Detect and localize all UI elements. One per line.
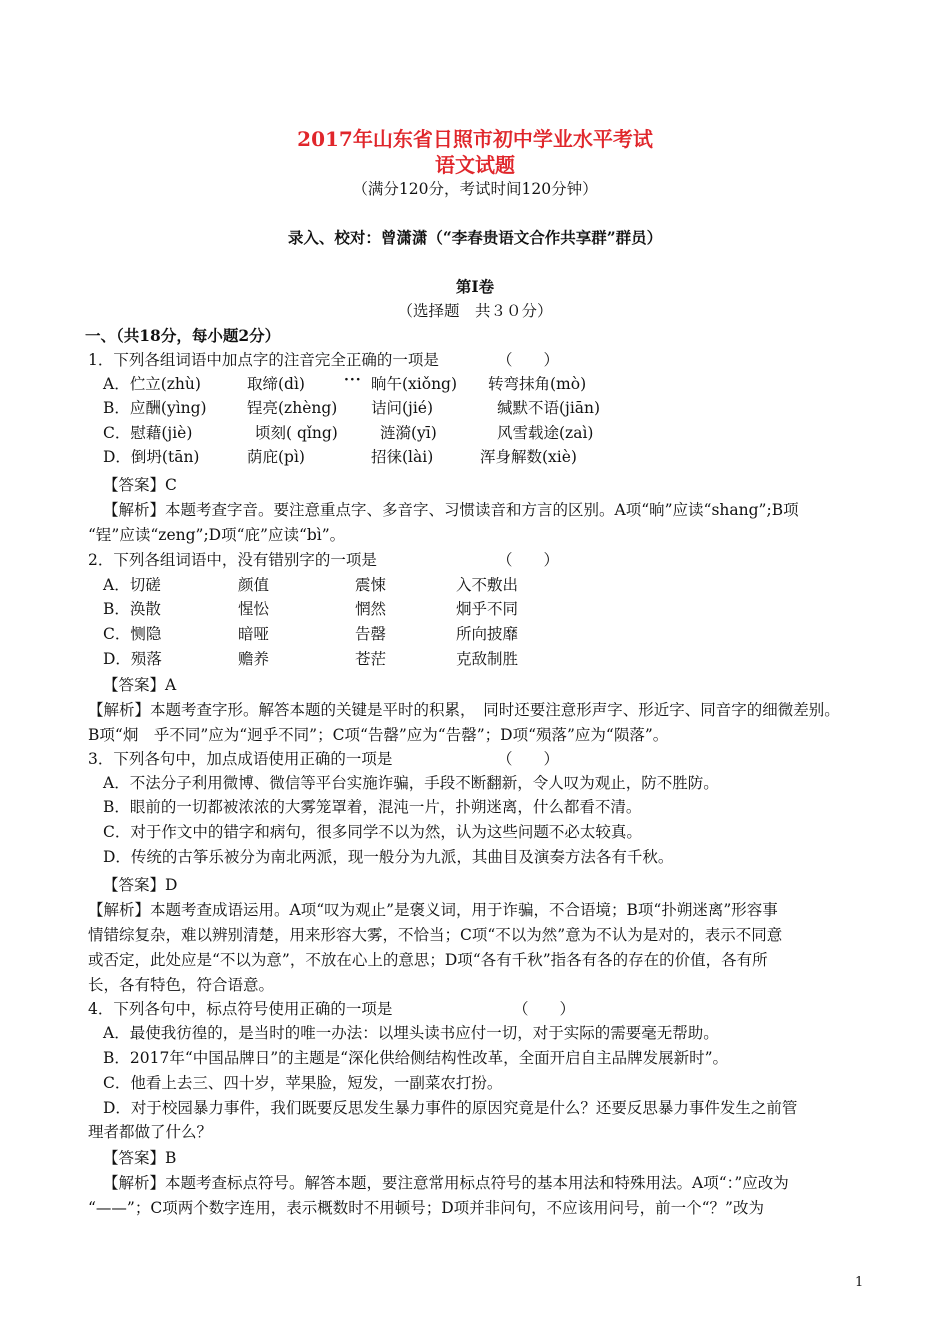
question-3-option-b: B．眼前的一切都被浓浓的大雾笼罩着，混沌一片，扑朔迷离，什么都看不清。 — [103, 798, 642, 816]
option-a-word-1: A．切磋 — [103, 576, 161, 594]
question-3-analysis-line-4: 长，各有特色，符合语意。 — [88, 976, 275, 994]
question-2-analysis-line-1: 【解析】本题考查字形。解答本题的关键是平时的积累， 同时还要注意形声字、形近字、同音字的细微差别。 — [88, 701, 840, 719]
question-3-analysis-line-3: 或否定，此处应是“不以为意”，不放在心上的意思；D项“各有千秋”指各有各的存在的价值，各有所 — [88, 951, 768, 969]
question-1-analysis-line-2: “锃”应读“zeng”;D项“庇”应读“bì”。 — [88, 526, 346, 544]
option-c-word-1: C．慰藉(jiè) — [103, 424, 193, 442]
document-title: 2017年山东省日照市初中学业水平考试 — [297, 127, 653, 151]
question-4-answer: 【答案】B — [103, 1149, 177, 1167]
question-1-answer: 【答案】C — [103, 476, 177, 494]
option-c-word-4: 风雪载途(zaì) — [497, 424, 594, 442]
option-c-word-3: 告罄 — [355, 625, 387, 643]
option-b-word-1: B．涣散 — [103, 600, 161, 618]
option-a-word-1: A．伫立(zhù) — [103, 375, 201, 393]
question-3-analysis-line-1: 【解析】本题考查成语运用。A项“叹为观止”是褒义词，用于诈骗，不合语境；B项“扑朔迷离”形容事 — [88, 901, 778, 919]
question-4-option-d-line-2: 理者都做了什么？ — [88, 1123, 213, 1141]
option-c-word-3: 涟漪(yī) — [380, 424, 437, 442]
question-3-bracket: （ ） — [497, 750, 560, 768]
question-3-option-c: C．对于作文中的错字和病句，很多同学不以为然，认为这些问题不必太较真。 — [103, 823, 642, 841]
option-c-word-2: 暗哑 — [238, 625, 270, 643]
question-4-analysis-line-2: “——”；C项两个数字连用，表示概数时不用顿号；D项并非问句，不应该用问号，前一个“？”改为 — [88, 1199, 764, 1217]
question-3-answer: 【答案】D — [103, 876, 178, 894]
question-4-option-c: C．他看上去三、四十岁，苹果脸，短发，一副菜农打扮。 — [103, 1074, 503, 1092]
page-number: 1 — [855, 1275, 864, 1290]
volume-note: （选择题 共３０分） — [397, 302, 553, 320]
question-3-stem: 3．下列各句中，加点成语使用正确的一项是 — [88, 750, 393, 768]
option-b-word-2: 锃亮(zhèng) — [247, 399, 338, 417]
question-1-analysis-line-1: 【解析】本题考查字音。要注意重点字、多音字、习惯读音和方言的区别。A项“晌”应读“shang”;B项 — [103, 501, 799, 519]
option-b-word-3: 惘然 — [355, 600, 387, 618]
credit-line: 录入、校对：曾潇潇（“李春贵语文合作共享群”群员） — [287, 228, 663, 247]
volume-title: 第Ⅰ卷 — [455, 277, 495, 296]
question-2-analysis-line-2: B项“炯 乎不同”应为“迥乎不同”；C项“告罄”应为“告罄”；D项“殒落”应为“陨落”。 — [88, 726, 669, 744]
option-a-word-4: 转弯抹角(mò) — [488, 375, 587, 393]
option-d-word-4: 克敌制胜 — [456, 650, 519, 668]
question-4-stem: 4．下列各句中，标点符号使用正确的一项是 — [88, 1000, 393, 1018]
question-2-bracket: （ ） — [497, 551, 560, 569]
option-d-word-1: D．倒坍(tān) — [103, 448, 200, 466]
question-3-option-a: A．不法分子利用微博、微信等平台实施诈骗，手段不断翻新，令人叹为观止，防不胜防。 — [103, 774, 719, 792]
option-d-word-3: 苍茫 — [355, 650, 387, 668]
question-4-bracket: （ ） — [513, 1000, 576, 1018]
option-d-word-4: 浑身解数(xiè) — [480, 448, 577, 466]
question-3-option-d: D．传统的古筝乐被分为南北两派，现一般分为九派，其曲目及演奏方法各有千秋。 — [103, 848, 674, 866]
question-2-stem: 2．下列各组词语中，没有错别字的一项是 — [88, 551, 377, 569]
option-a-word-2: 颜值 — [238, 576, 270, 594]
question-4-option-d-line-1: D．对于校园暴力事件，我们既要反思发生暴力事件的原因究竟是什么？还要反思暴力事件发生之前管 — [103, 1099, 798, 1117]
question-4-option-b: B．2017年“中国品牌日”的主题是“深化供给侧结构性改革，全面开启自主品牌发展新时”。 — [103, 1049, 729, 1067]
option-a-word-4: 入不敷出 — [456, 576, 519, 594]
document-subtitle: 语文试题 — [435, 153, 515, 177]
option-d-word-2: 荫庇(pì) — [247, 448, 305, 466]
question-1-bracket: （ ） — [497, 351, 560, 369]
option-d-word-2: 赡养 — [238, 650, 270, 668]
option-b-word-2: 惺忪 — [238, 600, 270, 618]
question-4-option-a: A．最使我彷徨的，是当时的唯一办法：以埋头读书应付一切，对于实际的需要毫无帮助。 — [103, 1024, 719, 1042]
option-b-word-4: 缄默不语(jiān) — [497, 399, 601, 417]
option-b-word-1: B．应酬(yìng) — [103, 399, 207, 417]
option-a-word-2: 取缔(dì) — [247, 375, 305, 393]
option-c-word-2: 顷刻( qǐng) — [255, 424, 338, 442]
question-4-analysis-line-1: 【解析】本题考查标点符号。解答本题，要注意常用标点符号的基本用法和特殊用法。A项“：”应改为 — [103, 1174, 789, 1192]
option-d-word-1: D．殒落 — [103, 650, 162, 668]
question-1-stem: 1．下列各组词语中加点字的注音完全正确的一项是 — [88, 351, 439, 369]
option-d-word-3: 招徕(lài) — [371, 448, 434, 466]
option-b-word-4: 炯乎不同 — [456, 600, 519, 618]
section-heading: 一、（共18分，每小题2分） — [85, 326, 281, 345]
exam-info: （满分120分，考试时间120分钟） — [352, 180, 598, 198]
option-c-word-1: C．恻隐 — [103, 625, 162, 643]
emphasis-dots: ··· — [344, 372, 362, 388]
option-a-word-3: 震悚 — [355, 576, 387, 594]
option-c-word-4: 所向披靡 — [456, 625, 519, 643]
question-2-answer: 【答案】A — [103, 676, 177, 694]
question-3-analysis-line-2: 情错综复杂，难以辨别清楚，用来形容大雾，不恰当；C项“不以为然”意为不认为是对的，表示不同意 — [88, 926, 783, 944]
option-b-word-3: 诘问(jié) — [371, 399, 434, 417]
option-a-word-3: 晌午(xiǒng) — [371, 375, 458, 393]
